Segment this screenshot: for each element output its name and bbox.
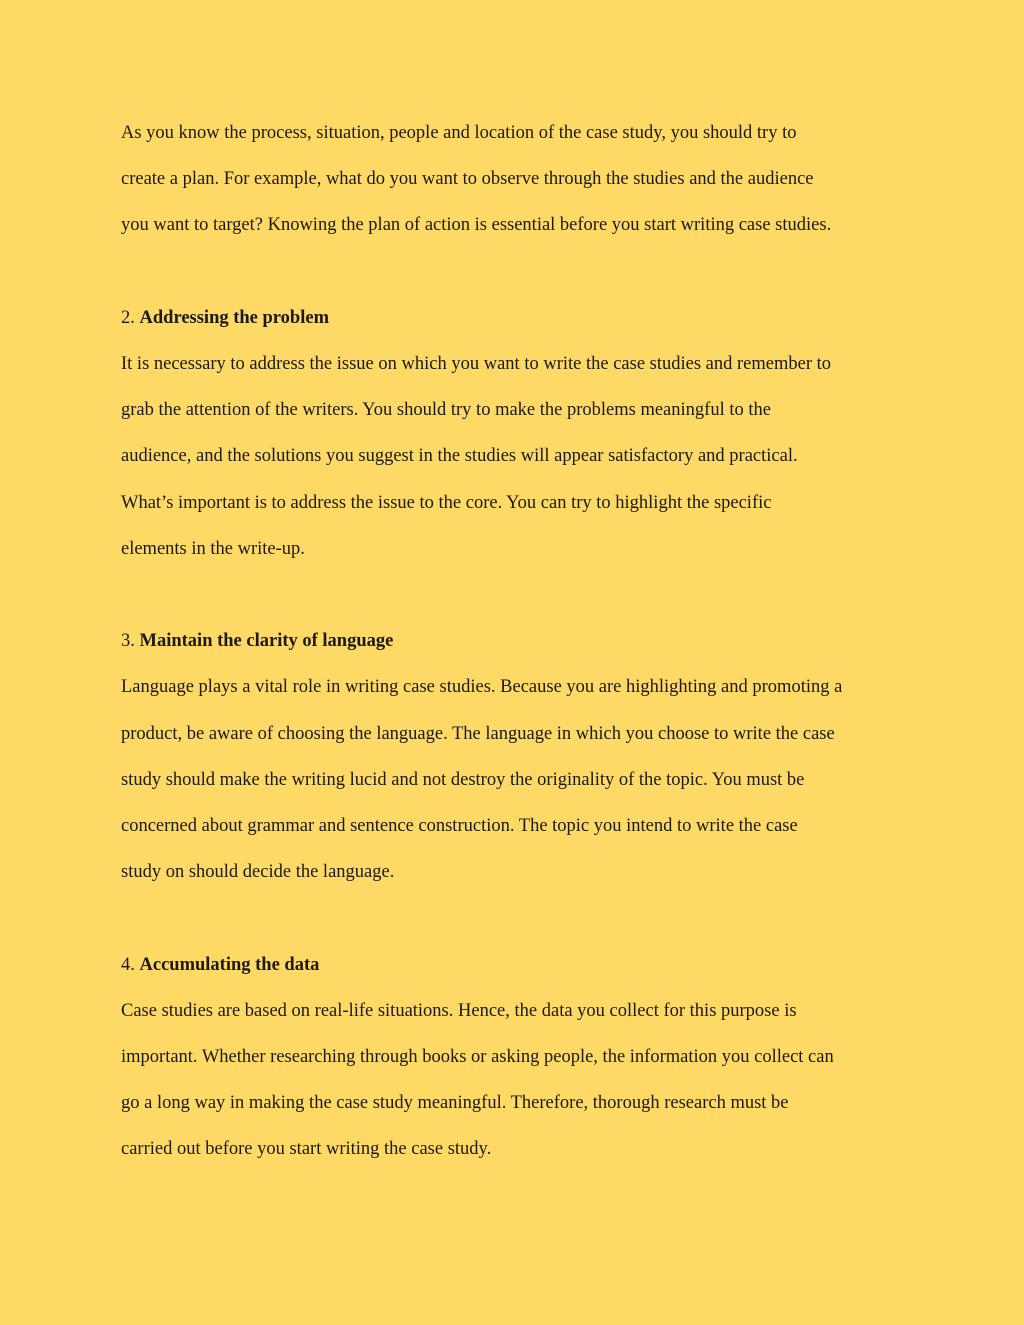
section-title: Addressing the problem (139, 307, 329, 328)
text-line: Language plays a vital role in writing case studies. Because you are highlighting and promoting a (121, 677, 843, 698)
document-body (121, 110, 921, 1173)
section-heading-clarity-of-language (121, 618, 921, 664)
text-line: product, be aware of choosing the language. The language in which you choose to write the case (121, 723, 835, 744)
text-line: As you know the process, situation, people and location of the case study, you should try to (121, 123, 797, 143)
intro-paragraph (121, 110, 921, 249)
section-number: 3. (121, 631, 140, 652)
section-title: Maintain the clarity of language (139, 631, 394, 652)
text-line: audience, and the solutions you suggest in the studies will appear satisfactory and practical. (121, 446, 798, 467)
text-line: study on should decide the language. (121, 862, 395, 883)
section-paragraph-addressing-problem (121, 341, 921, 572)
section-paragraph-clarity-of-language (121, 664, 921, 895)
section-number: 2. (121, 307, 140, 328)
text-line: you want to target? Knowing the plan of action is essential before you start writing case studies. (121, 215, 832, 236)
text-line: go a long way in making the case study meaningful. Therefore, thorough research must be (121, 1093, 789, 1114)
section-paragraph-accumulating-data (121, 988, 921, 1173)
text-line: Case studies are based on real-life situations. Hence, the data you collect for this purpose is (121, 1000, 797, 1021)
section-title: Accumulating the data (139, 954, 320, 975)
text-line: create a plan. For example, what do you want to observe through the studies and the audience (121, 169, 814, 190)
section-heading-addressing-problem (121, 295, 921, 341)
text-line: concerned about grammar and sentence construction. The topic you intend to write the case (121, 816, 798, 837)
paragraph-spacer (121, 572, 921, 618)
text-line: carried out before you start writing the case study. (121, 1139, 492, 1160)
paragraph-spacer (121, 895, 921, 941)
text-line: What’s important is to address the issue to the core. You can try to highlight the specific (121, 492, 772, 513)
text-line: grab the attention of the writers. You should try to make the problems meaningful to the (121, 400, 771, 421)
text-line: elements in the write-up. (121, 538, 305, 559)
section-heading-accumulating-data (121, 942, 921, 988)
text-line: important. Whether researching through books or asking people, the information you collect can (121, 1047, 834, 1068)
paragraph-spacer (121, 249, 921, 295)
text-line: It is necessary to address the issue on which you want to write the case studies and remember to (121, 354, 832, 374)
text-line: study should make the writing lucid and not destroy the originality of the topic. You must be (121, 769, 805, 790)
section-number: 4. (121, 954, 140, 975)
